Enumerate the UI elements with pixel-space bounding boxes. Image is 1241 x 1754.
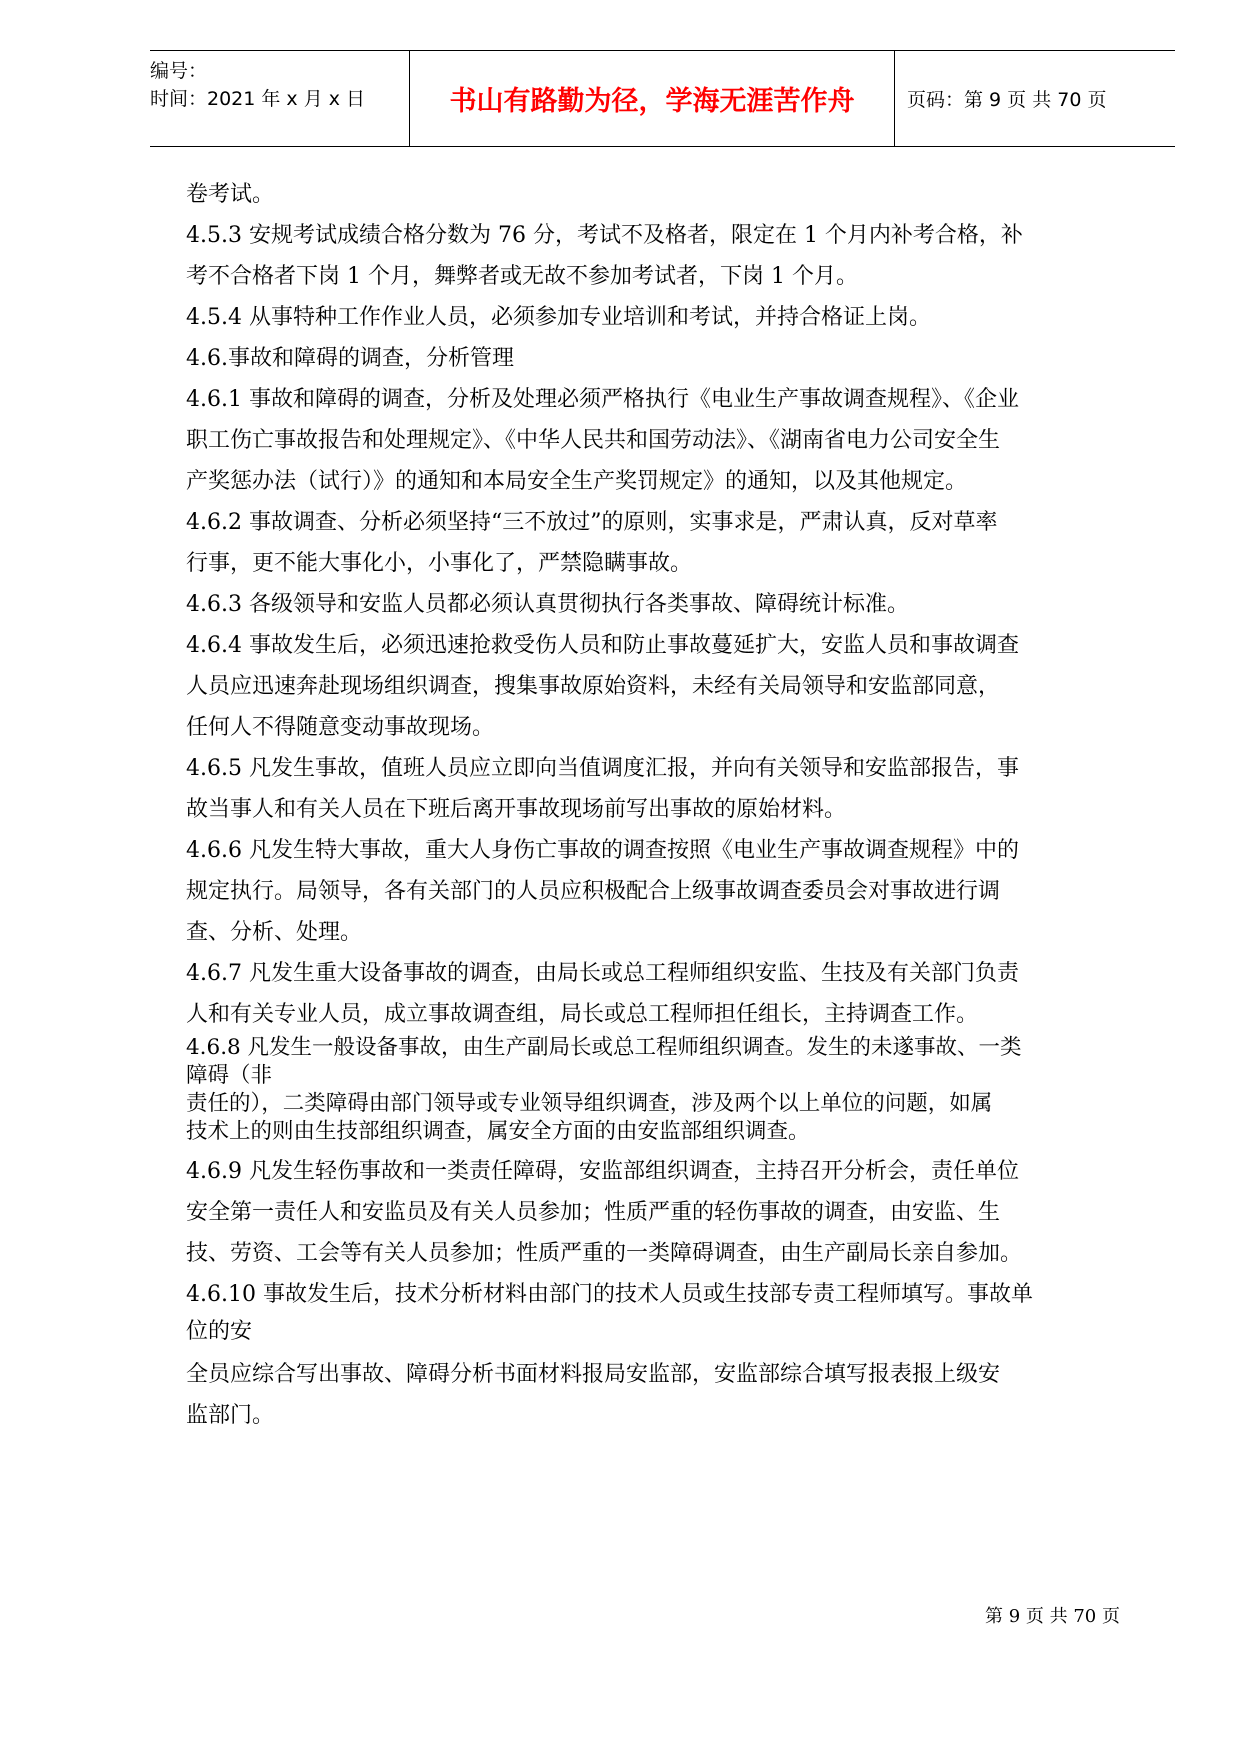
- text-line: 行事，更不能大事化小，小事化了，严禁隐瞒事故。: [186, 551, 693, 576]
- header-motto: 书山有路勤为径，学海无涯苦作舟: [410, 51, 895, 146]
- text-line: 卷考试。: [186, 182, 275, 207]
- text-line: 查、分析、处理。: [186, 920, 363, 945]
- document-code-label: 编号：: [150, 60, 208, 82]
- text-line: 4.6.10 事故发生后，技术分析材料由部门的技术人员或生技部专责工程师填写。事故单: [186, 1282, 1033, 1307]
- text-line: 4.5.3 安规考试成绩合格分数为 76 分，考试不及格者，限定在 1 个月内补考合格，补: [186, 223, 1023, 248]
- text-line: 人员应迅速奔赴现场组织调查，搜集事故原始资料，未经有关局领导和安监部同意，: [186, 674, 1001, 699]
- text-line: 全员应综合写出事故、障碍分析书面材料报局安监部，安监部综合填写报表报上级安: [186, 1362, 1001, 1387]
- text-line: 位的安: [186, 1319, 253, 1344]
- text-line: 4.6.1 事故和障碍的调查，分析及处理必须严格执行《电业生产事故调查规程》、《企业: [186, 387, 1019, 412]
- text-line: 4.6.4 事故发生后，必须迅速抢救受伤人员和防止事故蔓延扩大，安监人员和事故调查: [186, 633, 1019, 658]
- text-line: 职工伤亡事故报告和处理规定》、《中华人民共和国劳动法》、《湖南省电力公司安全生: [186, 428, 1001, 453]
- page-footer: 第 9 页 共 70 页: [985, 1606, 1120, 1627]
- text-line: 4.6.9 凡发生轻伤事故和一类责任障碍，安监部组织调查，主持召开分析会，责任单位: [186, 1159, 1019, 1184]
- header-page-info: 页码：第 9 页 共 70 页: [907, 89, 1107, 111]
- text-line: 障碍（非: [186, 1063, 273, 1088]
- header-meta: [150, 51, 410, 146]
- text-line: 安全第一责任人和安监员及有关人员参加；性质严重的轻伤事故的调查，由安监、生: [186, 1200, 1001, 1225]
- text-line: 规定执行。局领导，各有关部门的人员应积极配合上级事故调查委员会对事故进行调: [186, 879, 1001, 904]
- section-heading: 4.6.事故和障碍的调查，分析管理: [186, 346, 514, 371]
- text-line: 4.6.2 事故调查、分析必须坚持“三不放过”的原则，实事求是，严肃认真，反对草率: [186, 510, 998, 535]
- text-line: 产奖惩办法（试行）》的通知和本局安全生产奖罚规定》的通知，以及其他规定。: [186, 469, 968, 494]
- text-line: 故当事人和有关人员在下班后离开事故现场前写出事故的原始材料。: [186, 797, 847, 822]
- text-line: 任何人不得随意变动事故现场。: [186, 715, 495, 740]
- text-line: 责任的），二类障碍由部门领导或专业领导组织调查，涉及两个以上单位的问题，如属: [186, 1091, 993, 1116]
- document-time: 时间：2021 年 x 月 x 日: [150, 88, 366, 110]
- text-line: 考不合格者下岗 1 个月，舞弊者或无故不参加考试者，下岗 1 个月。: [186, 264, 858, 289]
- text-line: 技术上的则由生技部组织调查，属安全方面的由安监部组织调查。: [186, 1119, 810, 1144]
- text-line: 4.6.7 凡发生重大设备事故的调查，由局长或总工程师组织安监、生技及有关部门负责: [186, 961, 1019, 986]
- text-line: 人和有关专业人员，成立事故调查组，局长或总工程师担任组长，主持调查工作。: [186, 1002, 979, 1027]
- text-line: 监部门。: [186, 1403, 275, 1428]
- text-line: 技、劳资、工会等有关人员参加；性质严重的一类障碍调查，由生产副局长亲自参加。: [186, 1241, 1023, 1266]
- text-line: 4.5.4 从事特种工作作业人员，必须参加专业培训和考试，并持合格证上岗。: [186, 305, 931, 330]
- text-line: 4.6.6 凡发生特大事故，重大人身伤亡事故的调查按照《电业生产事故调查规程》中的: [186, 838, 1019, 863]
- text-line: 4.6.5 凡发生事故，值班人员应立即向当值调度汇报，并向有关领导和安监部报告，事: [186, 756, 1019, 781]
- text-line: 4.6.3 各级领导和安监人员都必须认真贯彻执行各类事故、障碍统计标准。: [186, 592, 909, 617]
- page-header: [150, 50, 1175, 147]
- text-line: 4.6.8 凡发生一般设备事故，由生产副局长或总工程师组织调查。发生的未遂事故、一类: [186, 1035, 1022, 1060]
